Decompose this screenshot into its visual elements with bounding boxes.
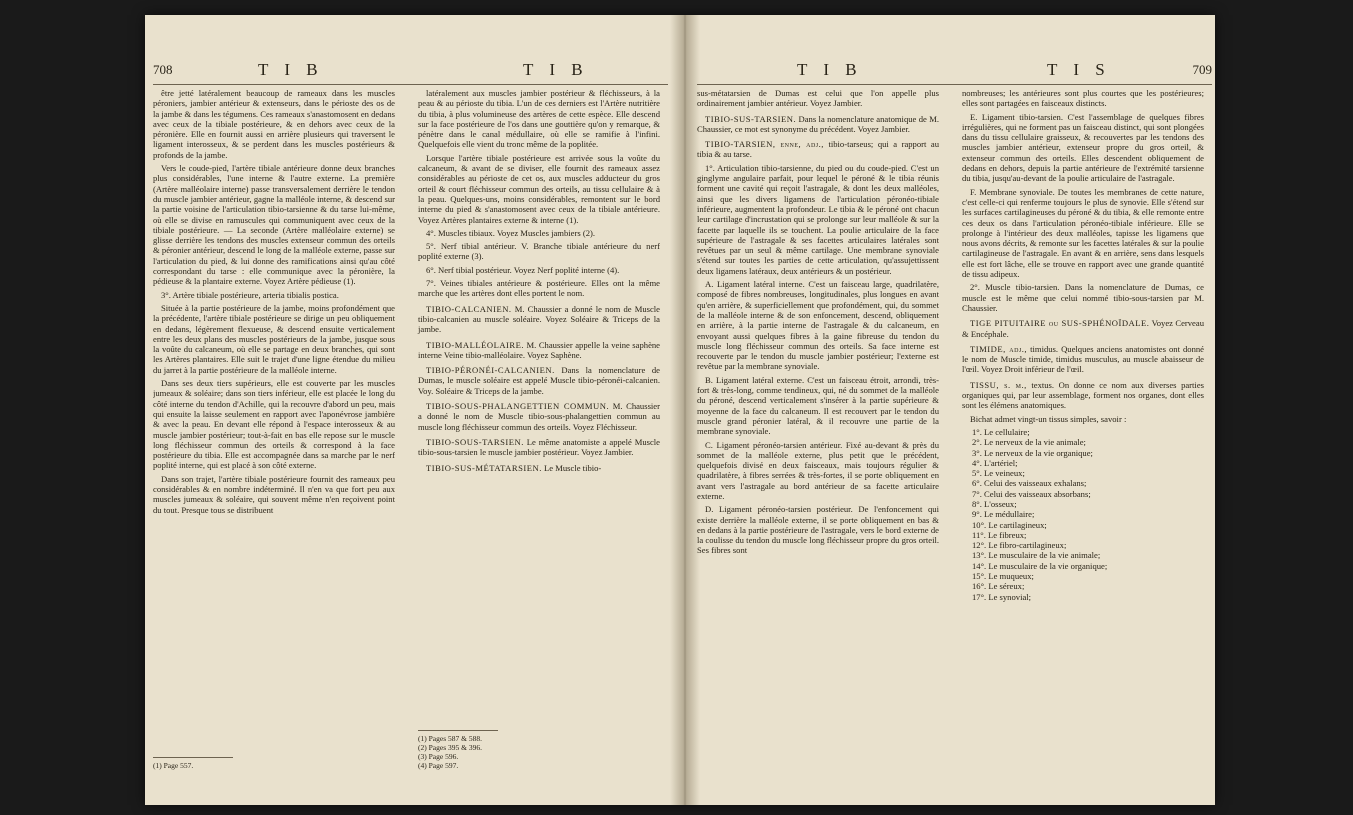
entry-headword: TIBIO-TARSIEN, enne, adj., xyxy=(705,139,824,150)
footnotes-right xyxy=(418,730,660,770)
list-item: 14°. Le musculaire de la vie organique; xyxy=(972,560,1108,571)
entry-headword: TIGE PITUITAIRE ou SUS-SPHÉNOÏDALE. xyxy=(970,318,1150,329)
paragraph: 3°. Artère tibiale postérieure, arteria tibialis postica. xyxy=(161,289,339,300)
entry-headword: TIBIO-SOUS-PHALANGETTIEN COMMUN. xyxy=(426,401,610,412)
left-page xyxy=(153,60,668,800)
right-page-header xyxy=(697,60,1212,82)
page-number: 709 xyxy=(1192,62,1212,77)
entry-headword: TIBIO-PÉRONÉI-CALCANIEN. xyxy=(426,365,555,376)
list-item: 5°. Le veineux; xyxy=(972,468,1025,479)
paragraph: sus-métatarsien de Dumas est celui que l'on appelle plus ordinairement jambier antérieur. Voyez Jambier. xyxy=(697,88,939,109)
running-head: T I B xyxy=(523,60,589,79)
right-column-1 xyxy=(697,88,939,559)
dictionary-entry xyxy=(962,380,1204,411)
paragraph: 1°. Articulation tibio-tarsienne, du pied ou du coude-pied. C'est un ginglyme angulaire parfait, pour lequel le péroné & le tibia réunis forment une cavité qui reçoit l'astragale, & dont les deux malléoles, ainsi que les divers ligamens de l'articulation péronéo-tibiale inférieure, augmentent la profondeur. Le tibia & le péroné ont chacun leur cartilage d'incrustation qui se prolonge sur leur malléole & sur la facette par laquelle ils se touchent. La poulie articulaire de la face supérieure de l'astragale & ses facettes articulaires latérales sont revêtues par un seul & même cartilage. Une membrane synoviale s'étend sur toutes les parties de cette articulation, qu'assujettissent deux ligamens latéraux, deux antérieurs & un postérieur. xyxy=(697,162,939,276)
entry-headword: TIBIO-SUS-MÉTATARSIEN. xyxy=(426,462,542,473)
entry-text: Le même anatomiste a appelé Muscle tibio-sous-tarsien le muscle jambier postérieur. Voyez Jambier. xyxy=(418,436,660,458)
list-item: 3°. Le nerveux de la vie organique; xyxy=(972,447,1093,458)
list-item: 8°. L'osseux; xyxy=(972,498,1017,509)
paragraph: D. Ligament péronéo-tarsien postérieur. De l'enfoncement qui existe derrière la malléole externe, il se porte obliquement en bas & en dedans à la partie postérieure de l'astragale, vers le bord externe de la coulisse du tendon du muscle long fléchisseur propre du gros orteil. Ses fibres sont xyxy=(697,504,939,556)
paragraph: Vers le coude-pied, l'artère tibiale antérieure donne deux branches plus considérables, l'une interne & l'autre externe. La première (Artère malléolaire interne) passe transversalement derrière le tendon du muscle jambier antérieur, gagne la malléole interne, & descend sur la partie voisine de l'articulation tibio-tarsienne & du tarse lui-même, où elle se divise en ramuscules qui communiquent avec ceux de la tibiale postérieure. — La seconde (Artère malléolaire externe) se glisse derrière les tendons des muscles extenseur commun des orteils & péronier antérieur, descend le long de la malléole externe, passe sur l'articulation du pied, & lui donne des ramifications ainsi qu'au côté correspondant du tarse : elle communique avec la péronière, la pédieuse & la plantaire externe. Voyez Artère pédieuse (1). xyxy=(153,163,395,287)
entry-text: Le Muscle tibio- xyxy=(544,462,602,473)
entry-text: M. Chaussier appelle la veine saphène interne Veine tibio-malléolaire. Voyez Saphène. xyxy=(418,339,660,360)
list-item: 10°. Le cartilagineux; xyxy=(972,519,1047,530)
dictionary-entry xyxy=(418,304,660,335)
page-number: 708 xyxy=(153,62,173,77)
list-item: 7°. Celui des vaisseaux absorbans; xyxy=(972,488,1091,499)
left-column-2 xyxy=(418,88,660,476)
entry-text: tibio-tarseus; qui a rapport au tibia & au tarse. xyxy=(697,139,940,160)
paragraph: Située à la partie postérieure de la jambe, moins profondément que la précédente, l'artère tibiale postérieure se dirige un peu obliquement en dedans, légèrement flexueuse, & descend ensuite verticalement entre les deux plans des muscles postérieurs de la jambe, jusque sous la voûte du calcaneum, où elle se partage en deux branches, qui sont les Artères plantaires. Elle suit le trajet d'une ligne étendue du milieu du jarret à la partie postérieure de la malléole interne. xyxy=(153,302,395,375)
paragraph: C. Ligament péronéo-tarsien antérieur. Fixé au-devant & près du sommet de la malléole externe, plus petit que le précédent, quelquefois divisé en deux faisceaux, mais toujours régulier & quadrilatère, à fibres serrées & très-fortes, il se porte obliquement en avant vers l'astragale au bord antérieur de sa facette articulaire externe. xyxy=(697,439,939,501)
paragraph: 5°. Nerf tibial antérieur. V. Branche tibiale antérieure du nerf poplité externe (3). xyxy=(418,241,660,262)
entry-headword: TIMIDE, adj., xyxy=(970,343,1028,354)
list-item: 1°. Le cellulaire; xyxy=(972,426,1030,437)
paragraph: A. Ligament latéral interne. C'est un faisceau large, quadrilatère, composé de fibres nombreuses, longitudinales, plus longues en avant qu'en arrière, & superficiellement que profondément, qui, du sommet de la malléole interne & de son enfoncement, descend, obliquement en arrière, à la partie interne de l'astragale & du calcaneum, en envoyant aussi quelques fibres à la gaine fibreuse du tendon du muscle long fléchisseur commun des orteils. Sa face interne est recouverte par le tendon du muscle jambier postérieur; l'externe est revêtue par la membrane synoviale. xyxy=(697,279,939,372)
running-head: T I B xyxy=(797,60,863,79)
paragraph: Dans son trajet, l'artère tibiale postérieure fournit des rameaux peu considérables & en nombre indéterminé. Il n'en va que fort peu aux muscles jumeaux & soléaire, qui souvent même n'en reçoivent point du tout. Presque tous se distribuent xyxy=(153,473,395,515)
paragraph: nombreuses; les antérieures sont plus courtes que les postérieures; elles sont partagées en faisceaux distincts. xyxy=(962,88,1204,109)
dictionary-entry xyxy=(962,318,1204,339)
entry-text: Dans la nomenclature anatomique de M. Chaussier, ce mot est synonyme du précédent. Voyez Jambier. xyxy=(697,113,939,134)
list-item: 2°. Le nerveux de la vie animale; xyxy=(972,437,1086,448)
paragraph: être jetté latéralement beaucoup de rameaux dans les muscles péroniers, jambier antérieur & extenseurs, dans le périoste des os de la jambe & dans les tégumens. Ces rameaux s'anastomosent en dedans avec ceux de la tibiale postérieure, & en dehors avec ceux de la péronière. Elle en fournit aussi en arrière plusieurs qui traversent le ligament interosseux, & se perdent dans les muscles postérieurs & profonds de la jambe. xyxy=(153,88,395,160)
entry-headword: TIBIO-SOUS-TARSIEN. xyxy=(426,436,524,447)
entry-headword: TIBIO-CALCANIEN. xyxy=(426,303,512,314)
entry-text: Dans la nomenclature de Dumas, le muscle soléaire est appelé Muscle tibio-péronéi-calcanien. Voy. Soléaire & Triceps de la jambe. xyxy=(418,365,660,396)
left-page-header xyxy=(153,60,668,82)
list-item: 13°. Le musculaire de la vie animale; xyxy=(972,550,1101,561)
list-item: 16°. Le séreux; xyxy=(972,581,1025,592)
list-item: 15°. Le muqueux; xyxy=(972,571,1034,582)
footnote: (1) Pages 587 & 588. xyxy=(418,734,482,743)
dictionary-entry xyxy=(697,139,939,160)
entry-text: M. Chaussier a donné le nom de Muscle tibio-sous-phalangettien commun au muscle long fléchisseur commun des orteils. Voyez Fléchisseur. xyxy=(418,401,660,432)
book-gutter xyxy=(670,15,700,805)
footnote: (4) Page 597. xyxy=(418,761,459,770)
list-item: 4°. L'artériel; xyxy=(972,457,1018,468)
paragraph: Lorsque l'artère tibiale postérieure est arrivée sous la voûte du calcaneum, & avant de se diviser, elle fournit des rameaux assez considérables au périoste de cet os, aux muscles adducteur du gros orteil & court fléchisseur commun des orteils, au tissu cellulaire & à la peau. Quelques-uns, moins considérables, remontent sur le bord interne du pied & s'anastomosent avec ceux de la tibiale antérieure. Voyez Artères plantaires externe & interne (1). xyxy=(418,152,660,225)
paragraph: latéralement aux muscles jambier postérieur & fléchisseurs, à la peau & au périoste du tibia. L'un de ces derniers est l'Artère nutritière du tibia, à plus volumineuse des artères de cette espèce. Elle descend sur la face postérieure de l'os dans une gouttière qu'on y remarque, & pénètre dans le canal médullaire, où elle se ramifie à l'infini. Quelquefois elle vient du tronc même de la poplitée. xyxy=(418,88,660,150)
list-item: 9°. Le médullaire; xyxy=(972,509,1035,520)
paragraph: Dans ses deux tiers supérieurs, elle est couverte par les muscles jumeaux & soléaire; dans son tiers inférieur, elle est placée le long du côté interne du tendon d'Achille, qui la recouvre d'abord un peu, mais qui ensuite la laisse seulement en rapport avec l'aponévrose jambière & avec la peau. En devant elle répond à l'espace interosseux & au muscle jambier postérieur; tout-à-fait en bas elle repose sur le muscle long fléchisseur commun des orteils & correspond à la face postérieure du tibia. Elle est accompagnée dans sa marche par le nerf poplité interne, qui est placé à son côté externe. xyxy=(153,378,395,471)
footnotes-left xyxy=(153,757,395,770)
entry-headword: TISSU, s. m., xyxy=(970,379,1027,390)
list-item: 17°. Le synovial; xyxy=(972,591,1032,602)
list-item: 12°. Le fibro-cartilagineux; xyxy=(972,540,1067,551)
paragraph: 7°. Veines tibiales antérieure & postérieure. Elles ont la même marche que les artères dont elles portent le nom. xyxy=(418,278,660,299)
paragraph: 6°. Nerf tibial postérieur. Voyez Nerf poplité interne (4). xyxy=(426,264,620,275)
right-page xyxy=(697,60,1212,800)
paragraph: 2°. Muscle tibio-tarsien. Dans la nomenclature de Dumas, ce muscle est le même que celui nommé tibio-sous-tarsien par M. Chaussier. xyxy=(962,282,1204,313)
list-item: 11°. Le fibreux; xyxy=(972,529,1027,540)
dictionary-entry xyxy=(418,340,660,361)
left-column-1 xyxy=(153,88,395,518)
dictionary-entry xyxy=(962,344,1204,375)
list-item: 6°. Celui des vaisseaux exhalans; xyxy=(972,478,1087,489)
entry-text: timidus. Quelques anciens anatomistes ont donné le nom de Muscle timide, timidus musculus, au muscle abaisseur de l'œil. Voyez Droit inférieur de l'œil. xyxy=(962,343,1204,375)
paragraph: B. Ligament latéral externe. C'est un faisceau étroit, arrondi, très-fort & très-long, comme tendineux, qui, né du sommet de la malléole du péroné, descend verticalement s'insérer à la partie supérieure & moyenne de la face du calcaneum. Il est recouvert par le tendon du muscle grand péronier latéral, & il recouvre une partie de la membrane synoviale. xyxy=(697,374,939,437)
dictionary-entry xyxy=(418,437,660,458)
running-head: T I S xyxy=(1047,60,1111,79)
entry-headword: TIBIO-SUS-TARSIEN. xyxy=(705,113,797,124)
entry-text: textus. On donne ce nom aux diverses parties organiques qui, par leur assemblage, forment nos organes, dont elles sont les élémens anatomiques. xyxy=(962,379,1204,411)
dictionary-entry xyxy=(418,463,660,473)
footnote: (1) Page 557. xyxy=(153,761,194,770)
paragraph: 4°. Muscles tibiaux. Voyez Muscles jambiers (2). xyxy=(426,227,595,238)
running-head: T I B xyxy=(258,60,324,79)
tissue-list xyxy=(962,427,1204,602)
book-spread xyxy=(145,15,1215,805)
footnote: (2) Pages 395 & 396. xyxy=(418,743,482,752)
entry-headword: TIBIO-MALLÉOLAIRE. xyxy=(426,339,525,350)
entry-text: Voyez Cerveau & Encéphale. xyxy=(962,318,1204,339)
dictionary-entry xyxy=(697,114,939,135)
entry-text: M. Chaussier a donné le nom de Muscle tibio-calcanien au muscle soléaire. Voyez Soléaire & Triceps de la jambe. xyxy=(418,303,660,335)
paragraph: E. Ligament tibio-tarsien. C'est l'assemblage de quelques fibres irrégulières, qui ne forment pas un faisceau distinct, qui sont plongées dans du tissu cellulaire graisseux, & recouvertes par les tendons des muscles jambier antérieur, extenseur propre du gros orteil, & extenseur commun des orteils. Elles descendent obliquement de dedans en dehors, depuis la partie antérieure de l'extrémité tarsienne du tibia, jusqu'au-devant de la poulie articulaire de l'astragale. xyxy=(962,111,1204,184)
footnote: (3) Page 596. xyxy=(418,752,459,761)
dictionary-entry xyxy=(418,401,660,432)
paragraph: Bichat admet vingt-un tissus simples, savoir : xyxy=(970,413,1127,424)
right-column-2 xyxy=(962,88,1204,602)
paragraph: F. Membrane synoviale. De toutes les membranes de cette nature, c'est celle-ci qui renferme toujours le plus de synovie. Elle s'étend sur les surfaces cartilagineuses du péroné & du tibia, & elle remonte entre ces deux os dans l'articulation péronéo-tibiale inférieure. Elle se prolonge à l'intérieur des deux malléoles, tapisse les ligamens que nous avons décrits, & remonte sur les facettes latérales & sur la poulie cartilagineuse de l'astragale. En avant & en arrière, sens dans lesquels elle est fort lâche, elle se trouve en rapport avec une grande quantité de tissu adipeux. xyxy=(962,186,1204,280)
dictionary-entry xyxy=(418,365,660,396)
